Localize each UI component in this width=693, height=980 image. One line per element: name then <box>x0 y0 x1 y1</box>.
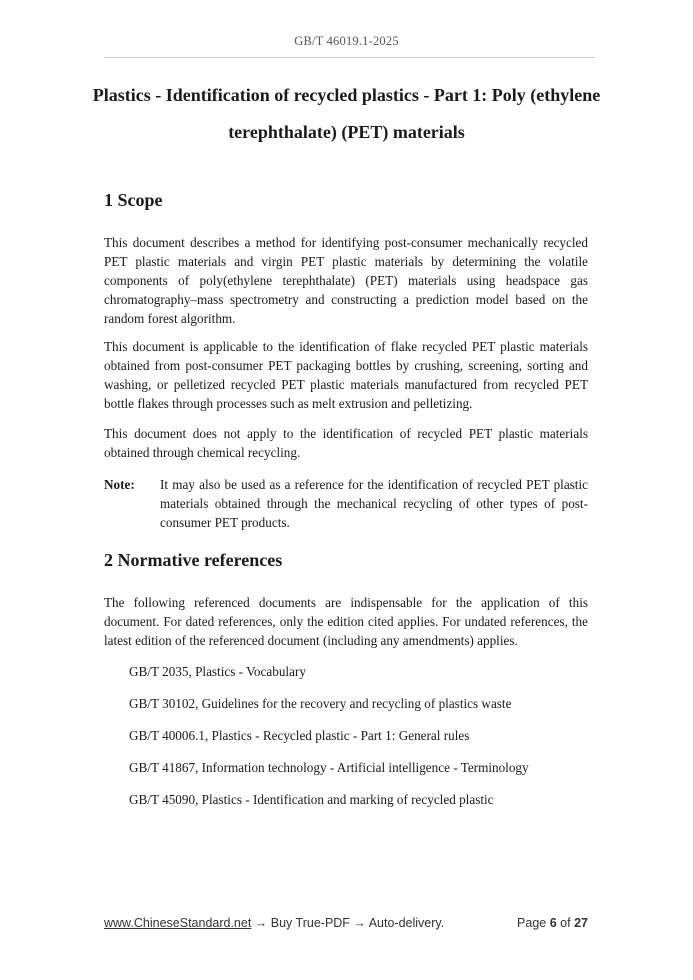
footer-site-link[interactable]: www.ChineseStandard.net <box>104 916 252 930</box>
header-divider <box>104 57 595 58</box>
reference-item: GB/T 45090, Plastics - Identification and marking of recycled plastic <box>129 792 494 807</box>
scope-paragraph-2: This document is applicable to the identification of flake recycled PET plastic materials obtained from post-consumer PET packaging bottles by crushing, screening, sorting and washing, or pelletized recycled PET plastic materials manufactured from recycled PET bottle flakes through processes such as melt extrusion and pelletizing. <box>104 339 588 411</box>
scope-paragraph-1: This document describes a method for identifying post-consumer mechanically recycled PET plastic materials and virgin PET plastic materials by determining the volatile components of poly(ethylene terephthalate) (PET) materials using headspace gas chromatography–mass spectrometry and constructing a prediction model based on the random forest algorithm. <box>104 235 588 326</box>
page-indicator <box>517 916 588 930</box>
page-label: Page <box>517 916 547 930</box>
section-2-heading: 2 Normative references <box>104 550 283 570</box>
reference-item: GB/T 40006.1, Plastics - Recycled plastic - Part 1: General rules <box>129 728 470 743</box>
current-page-number: 6 <box>549 916 557 930</box>
section-1-heading: 1 Scope <box>104 190 163 210</box>
normative-intro-paragraph: The following referenced documents are indispensable for the application of this document. For dated references, only the edition cited applies. For undated references, the latest edition of the referenced document (including any amendments) applies. <box>104 595 588 648</box>
footer-promo <box>104 916 444 930</box>
reference-item: GB/T 30102, Guidelines for the recovery and recycling of plastics waste <box>129 696 512 711</box>
note-text: It may also be used as a reference for the identification of recycled PET plastic materials obtained through the mechanical recycling of other types of post-consumer PET products. <box>160 477 588 530</box>
scope-note <box>104 475 588 532</box>
reference-item: GB/T 2035, Plastics - Vocabulary <box>129 664 306 679</box>
scope-paragraph-3: This document does not apply to the identification of recycled PET plastic materials obtained through chemical recycling. <box>104 426 588 460</box>
standard-number-header: GB/T 46019.1-2025 <box>294 34 399 48</box>
reference-item: GB/T 41867, Information technology - Artificial intelligence - Terminology <box>129 760 529 775</box>
document-title: Plastics - Identification of recycled plastics - Part 1: Poly (ethylene terephthalate) (PET) materials <box>92 85 601 142</box>
of-label: of <box>560 916 571 930</box>
total-pages-number: 27 <box>574 916 588 930</box>
footer-tagline: → Buy True-PDF → Auto-delivery. <box>251 916 445 930</box>
note-label: Note: <box>104 477 135 492</box>
